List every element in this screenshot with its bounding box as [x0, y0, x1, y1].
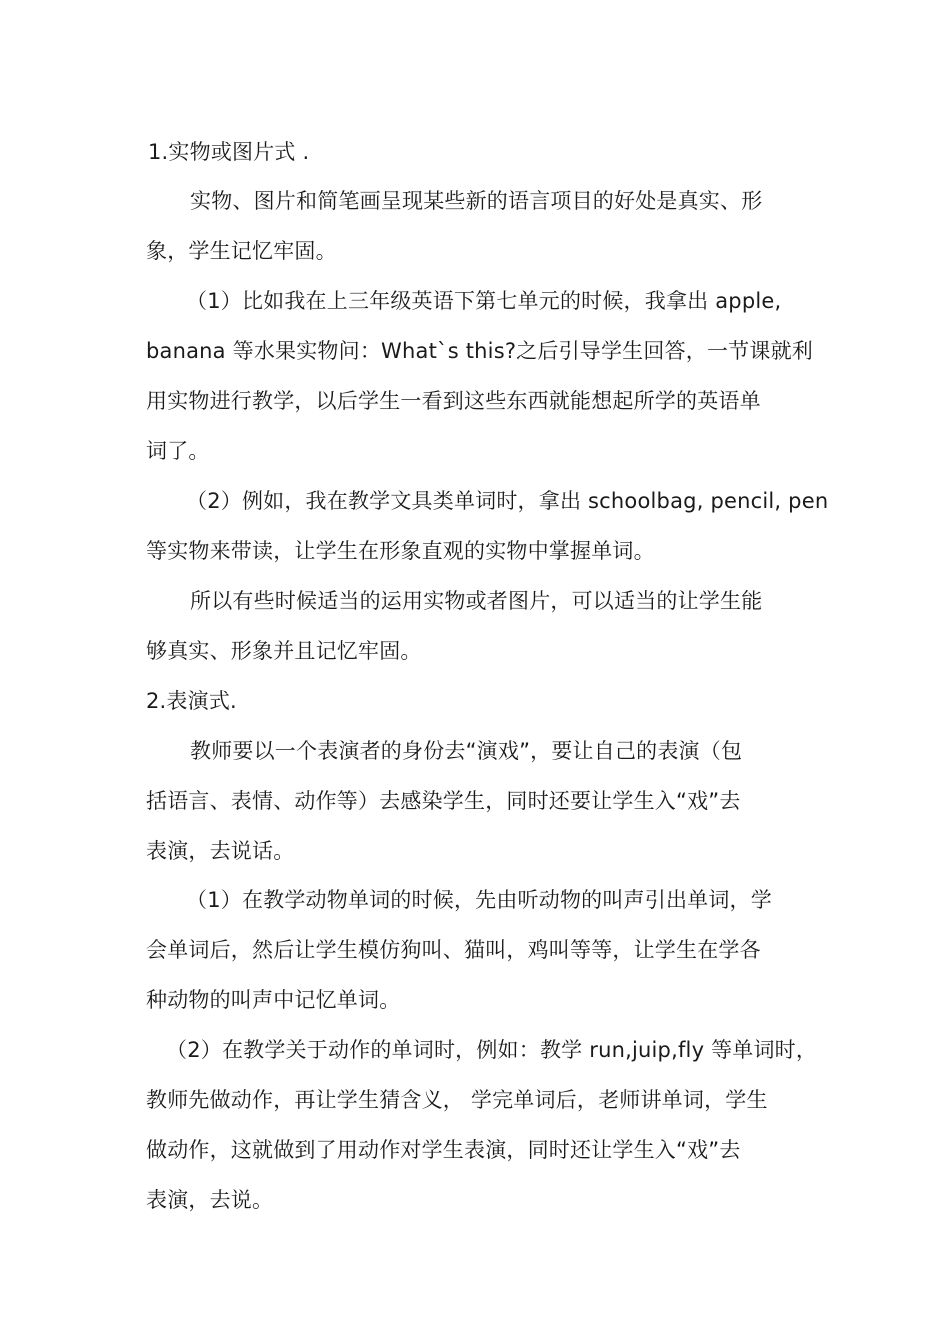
paragraph-line: 种动物的叫声中记忆单词。 [146, 988, 401, 1012]
paragraph-line: 象，学生记忆牢固。 [146, 239, 337, 263]
paragraph-line: （1）比如我在上三年级英语下第七单元的时候，我拿出 apple, [186, 289, 782, 313]
paragraph-line: （2）例如，我在教学文具类单词时，拿出 schoolbag, pencil, pen [186, 489, 829, 513]
heading-2: 2.表演式. [146, 689, 237, 713]
paragraph-line: 表演，去说话。 [146, 839, 295, 863]
paragraph-line: 会单词后，然后让学生模仿狗叫、猫叫，鸡叫等等，让学生在学各 [146, 938, 761, 962]
paragraph-line: 教师先做动作，再让学生猜含义， 学完单词后，老师讲单词，学生 [146, 1088, 768, 1112]
paragraph-line: 所以有些时候适当的运用实物或者图片，可以适当的让学生能 [190, 589, 763, 613]
paragraph-line: 实物、图片和简笔画呈现某些新的语言项目的好处是真实、形 [190, 189, 763, 213]
paragraph-line: 教师要以一个表演者的身份去“演戏”，要让自己的表演（包 [190, 739, 743, 763]
paragraph-line: 够真实、形象并且记忆牢固。 [146, 639, 422, 663]
paragraph-line: 表演，去说。 [146, 1188, 274, 1212]
paragraph-line: 等实物来带读，让学生在形象直观的实物中掌握单词。 [146, 539, 655, 563]
paragraph-line: 用实物进行教学，以后学生一看到这些东西就能想起所学的英语单 [146, 389, 761, 413]
paragraph-line: （1）在教学动物单词的时候，先由听动物的叫声引出单词，学 [186, 888, 772, 912]
paragraph-line: 词了。 [146, 439, 210, 463]
paragraph-line: （2）在教学关于动作的单词时，例如：教学 run,juip,fly 等单词时， [166, 1038, 818, 1062]
paragraph-line: banana 等水果实物问：What`s this?之后引导学生回答，一节课就利 [146, 339, 813, 363]
paragraph-line: 做动作，这就做到了用动作对学生表演，同时还让学生入“戏”去 [146, 1138, 741, 1162]
paragraph-line: 括语言、表情、动作等）去感染学生，同时还要让学生入“戏”去 [146, 789, 741, 813]
heading-1: 1.实物或图片式 . [148, 140, 310, 164]
